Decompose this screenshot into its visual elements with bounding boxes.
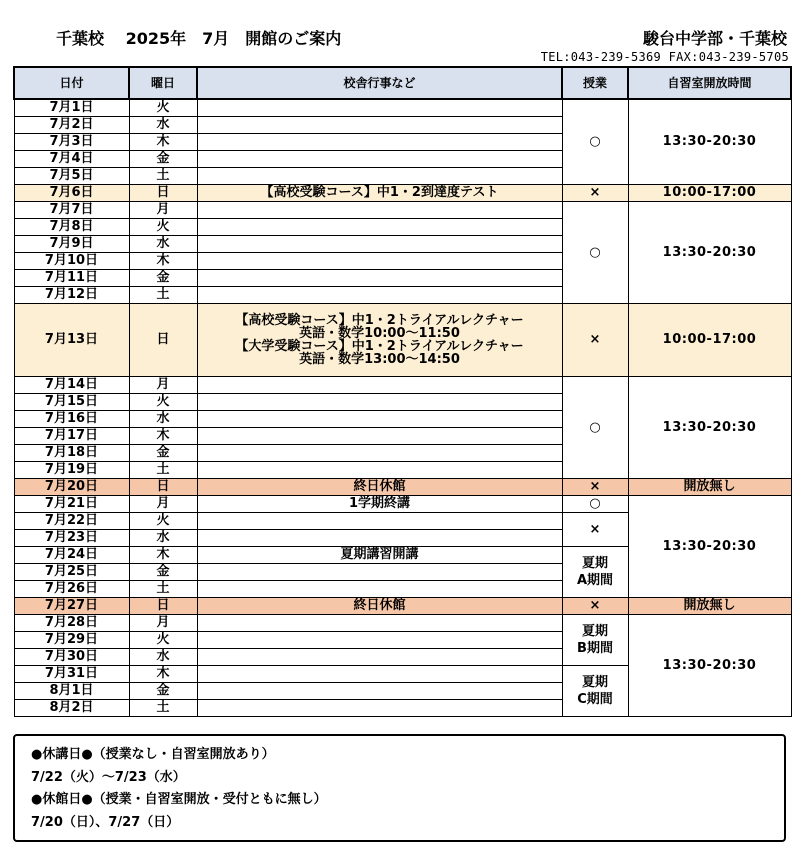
- event-line: 英語・数学13:00～14:50: [299, 351, 460, 367]
- event-cell: 【高校受験コース】中1・2到達度テスト: [197, 184, 562, 201]
- class-cell: ○: [562, 495, 628, 512]
- date-cell: 7月30日: [14, 648, 129, 665]
- event-cell: [197, 682, 562, 699]
- date-cell: 7月22日: [14, 512, 129, 529]
- dow-cell: 月: [129, 495, 197, 512]
- date-cell: 7月7日: [14, 201, 129, 218]
- event-line: 【高校受験コース】中1・2トライアルレクチャー: [235, 312, 524, 328]
- class-cell: ×: [562, 597, 628, 614]
- event-cell: [197, 580, 562, 597]
- date-cell: 7月19日: [14, 461, 129, 478]
- event-cell: [197, 303, 562, 376]
- hours-cell: 13:30-20:30: [628, 376, 791, 478]
- date-cell: 7月18日: [14, 444, 129, 461]
- event-cell: 夏期講習開講: [197, 546, 562, 563]
- col-dow-header: 曜日: [129, 67, 197, 99]
- date-cell: 7月9日: [14, 235, 129, 252]
- dow-cell: 木: [129, 133, 197, 150]
- dow-cell: 水: [129, 529, 197, 546]
- class-cell: ○: [562, 99, 628, 184]
- event-line: 英語・数学10:00～11:50: [299, 325, 460, 341]
- event-cell: [197, 665, 562, 682]
- dow-cell: 水: [129, 410, 197, 427]
- date-cell: 7月13日: [14, 303, 129, 376]
- dow-cell: 土: [129, 580, 197, 597]
- date-cell: 7月4日: [14, 150, 129, 167]
- dow-cell: 日: [129, 303, 197, 376]
- class-cell: ×: [562, 512, 628, 546]
- date-cell: 7月8日: [14, 218, 129, 235]
- event-cell: [197, 393, 562, 410]
- date-cell: 7月16日: [14, 410, 129, 427]
- table-row: [14, 303, 791, 376]
- event-cell: [197, 218, 562, 235]
- hours-cell: 13:30-20:30: [628, 495, 791, 597]
- note-closed-heading: ●休館日●（授業・自習室開放・受付ともに無し）: [31, 792, 327, 807]
- event-cell: [197, 563, 562, 580]
- date-cell: 8月2日: [14, 699, 129, 716]
- dow-cell: 木: [129, 665, 197, 682]
- summer-label: 夏期: [581, 623, 608, 639]
- dow-cell: 日: [129, 597, 197, 614]
- date-cell: 7月11日: [14, 269, 129, 286]
- dow-cell: 火: [129, 218, 197, 235]
- date-cell: 7月27日: [14, 597, 129, 614]
- hours-cell: 13:30-20:30: [628, 614, 791, 716]
- event-cell: [197, 376, 562, 393]
- date-cell: 7月20日: [14, 478, 129, 495]
- class-cell: ○: [562, 376, 628, 478]
- summer-label: C期間: [577, 691, 613, 707]
- date-cell: 7月5日: [14, 167, 129, 184]
- dow-cell: 土: [129, 699, 197, 716]
- date-cell: 7月10日: [14, 252, 129, 269]
- dow-cell: 水: [129, 648, 197, 665]
- event-cell: [197, 427, 562, 444]
- dow-cell: 水: [129, 116, 197, 133]
- date-cell: 7月25日: [14, 563, 129, 580]
- class-cell: ×: [562, 303, 628, 376]
- date-cell: 8月1日: [14, 682, 129, 699]
- col-date-header: 日付: [14, 67, 129, 99]
- date-cell: 7月31日: [14, 665, 129, 682]
- dow-cell: 金: [129, 269, 197, 286]
- dow-cell: 月: [129, 201, 197, 218]
- event-cell: [197, 631, 562, 648]
- col-class-header: 授業: [562, 67, 628, 99]
- event-cell: [197, 133, 562, 150]
- date-cell: 7月6日: [14, 184, 129, 201]
- date-cell: 7月2日: [14, 116, 129, 133]
- summer-label: B期間: [577, 640, 613, 656]
- hours-cell: 10:00-17:00: [628, 303, 791, 376]
- dow-cell: 日: [129, 478, 197, 495]
- event-cell: [197, 167, 562, 184]
- date-cell: 7月21日: [14, 495, 129, 512]
- class-cell: [562, 665, 628, 716]
- date-cell: 7月29日: [14, 631, 129, 648]
- hours-cell: 開放無し: [628, 597, 791, 614]
- event-cell: [197, 150, 562, 167]
- summer-label: A期間: [576, 572, 614, 588]
- date-cell: 7月23日: [14, 529, 129, 546]
- date-cell: 7月12日: [14, 286, 129, 303]
- table-header-row: [14, 67, 791, 99]
- table-row: [14, 99, 791, 116]
- table-row: [14, 597, 791, 614]
- event-cell: [197, 444, 562, 461]
- event-cell: 終日休館: [197, 478, 562, 495]
- event-cell: [197, 252, 562, 269]
- dow-cell: 金: [129, 682, 197, 699]
- event-cell: [197, 614, 562, 631]
- event-cell: [197, 529, 562, 546]
- schedule-table: [13, 66, 792, 717]
- table-row: [14, 614, 791, 631]
- hours-cell: 開放無し: [628, 478, 791, 495]
- dow-cell: 月: [129, 376, 197, 393]
- dow-cell: 木: [129, 546, 197, 563]
- dow-cell: 金: [129, 444, 197, 461]
- event-cell: [197, 99, 562, 116]
- hours-cell: 13:30-20:30: [628, 99, 791, 184]
- event-cell: [197, 648, 562, 665]
- date-cell: 7月14日: [14, 376, 129, 393]
- event-cell: [197, 235, 562, 252]
- summer-label: 夏期: [581, 674, 608, 690]
- class-cell: [562, 614, 628, 665]
- note-holiday-dates: 7/22（火）～7/23（水）: [31, 769, 186, 785]
- note-holiday-heading: ●休講日●（授業なし・自習室開放あり）: [31, 747, 275, 762]
- date-cell: 7月17日: [14, 427, 129, 444]
- event-cell: [197, 269, 562, 286]
- hours-cell: 10:00-17:00: [628, 184, 791, 201]
- dow-cell: 金: [129, 563, 197, 580]
- dow-cell: 土: [129, 286, 197, 303]
- date-cell: 7月28日: [14, 614, 129, 631]
- dow-cell: 日: [129, 184, 197, 201]
- date-cell: 7月1日: [14, 99, 129, 116]
- notes-box: [13, 734, 786, 842]
- date-cell: 7月24日: [14, 546, 129, 563]
- school-name: 駿台中学部・千葉校: [642, 29, 787, 48]
- dow-cell: 木: [129, 252, 197, 269]
- date-cell: 7月3日: [14, 133, 129, 150]
- dow-cell: 土: [129, 167, 197, 184]
- col-event-header: 校舎行事など: [197, 67, 562, 99]
- note-closed-dates: 7/20（日）、7/27（日）: [31, 814, 180, 830]
- dow-cell: 火: [129, 99, 197, 116]
- table-row: [14, 478, 791, 495]
- class-cell: ×: [562, 478, 628, 495]
- date-cell: 7月15日: [14, 393, 129, 410]
- dow-cell: 水: [129, 235, 197, 252]
- class-cell: [562, 546, 628, 597]
- table-row: [14, 495, 791, 512]
- table-row: [14, 184, 791, 201]
- event-line: 【大学受験コース】中1・2トライアルレクチャー: [235, 338, 524, 354]
- event-cell: [197, 116, 562, 133]
- table-row: [14, 201, 791, 218]
- event-cell: 1学期終講: [197, 495, 562, 512]
- contact-info: TEL:043-239-5369 FAX:043-239-5705: [540, 50, 789, 64]
- event-cell: [197, 461, 562, 478]
- dow-cell: 火: [129, 631, 197, 648]
- dow-cell: 月: [129, 614, 197, 631]
- date-cell: 7月26日: [14, 580, 129, 597]
- page-title: 千葉校 2025年 7月 開館のご案内: [56, 29, 342, 48]
- hours-cell: 13:30-20:30: [628, 201, 791, 303]
- summer-label: 夏期: [581, 555, 608, 571]
- event-cell: [197, 201, 562, 218]
- event-cell: 終日休館: [197, 597, 562, 614]
- event-cell: [197, 512, 562, 529]
- col-hours-header: 自習室開放時間: [628, 67, 791, 99]
- event-cell: [197, 286, 562, 303]
- class-cell: ×: [562, 184, 628, 201]
- event-cell: [197, 410, 562, 427]
- dow-cell: 火: [129, 512, 197, 529]
- dow-cell: 木: [129, 427, 197, 444]
- dow-cell: 金: [129, 150, 197, 167]
- table-row: [14, 376, 791, 393]
- dow-cell: 火: [129, 393, 197, 410]
- class-cell: ○: [562, 201, 628, 303]
- event-cell: [197, 699, 562, 716]
- dow-cell: 土: [129, 461, 197, 478]
